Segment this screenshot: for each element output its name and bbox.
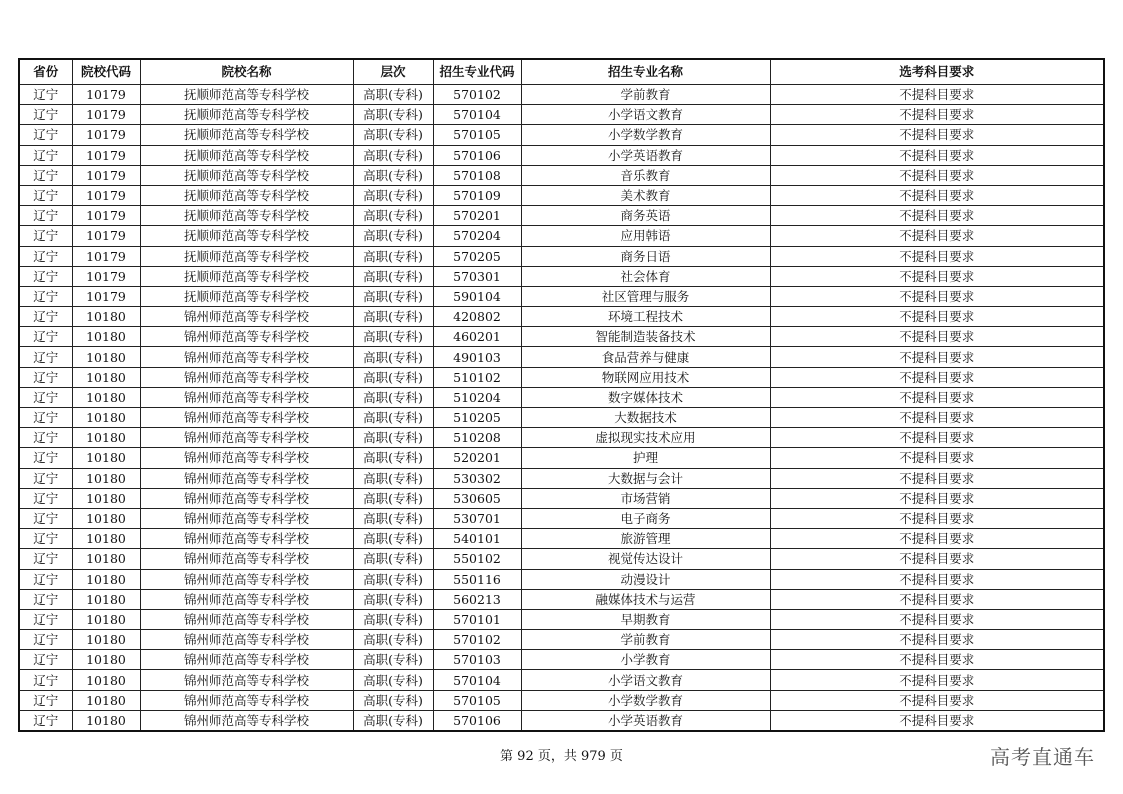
cell-school-name: 锦州师范高等专科学校 (140, 670, 353, 690)
cell-subject-requirement: 不提科目要求 (770, 408, 1104, 428)
cell-major-code: 540101 (433, 529, 521, 549)
cell-major-code: 520201 (433, 448, 521, 468)
cell-school-name: 抚顺师范高等专科学校 (140, 85, 353, 105)
cell-major-code: 570105 (433, 690, 521, 710)
cell-school-name: 抚顺师范高等专科学校 (140, 125, 353, 145)
cell-subject-requirement: 不提科目要求 (770, 85, 1104, 105)
cell-level: 高职(专科) (353, 589, 433, 609)
cell-major-code: 510102 (433, 367, 521, 387)
cell-province: 辽宁 (19, 206, 72, 226)
cell-subject-requirement: 不提科目要求 (770, 609, 1104, 629)
cell-school-name: 锦州师范高等专科学校 (140, 387, 353, 407)
cell-school-name: 锦州师范高等专科学校 (140, 408, 353, 428)
cell-major-name: 融媒体技术与运营 (521, 589, 770, 609)
cell-major-code: 570109 (433, 185, 521, 205)
table-row (19, 630, 1104, 650)
cell-school-name: 抚顺师范高等专科学校 (140, 226, 353, 246)
cell-school-code: 10179 (72, 206, 140, 226)
table-row (19, 690, 1104, 710)
cell-level: 高职(专科) (353, 165, 433, 185)
cell-province: 辽宁 (19, 286, 72, 306)
cell-level: 高职(专科) (353, 549, 433, 569)
cell-major-name: 小学英语教育 (521, 145, 770, 165)
cell-school-code: 10180 (72, 387, 140, 407)
cell-province: 辽宁 (19, 145, 72, 165)
table-row (19, 286, 1104, 306)
cell-school-code: 10180 (72, 589, 140, 609)
cell-subject-requirement: 不提科目要求 (770, 206, 1104, 226)
cell-level: 高职(专科) (353, 226, 433, 246)
cell-major-name: 小学数学教育 (521, 690, 770, 710)
cell-province: 辽宁 (19, 569, 72, 589)
table-row (19, 508, 1104, 528)
cell-school-code: 10179 (72, 105, 140, 125)
cell-level: 高职(专科) (353, 266, 433, 286)
table-body (19, 85, 1104, 732)
table-row (19, 185, 1104, 205)
cell-subject-requirement: 不提科目要求 (770, 508, 1104, 528)
cell-school-name: 锦州师范高等专科学校 (140, 529, 353, 549)
cell-province: 辽宁 (19, 529, 72, 549)
cell-subject-requirement: 不提科目要求 (770, 185, 1104, 205)
cell-major-code: 510208 (433, 428, 521, 448)
cell-major-name: 食品营养与健康 (521, 347, 770, 367)
cell-major-name: 视觉传达设计 (521, 549, 770, 569)
cell-major-name: 数字媒体技术 (521, 387, 770, 407)
cell-major-name: 小学语文教育 (521, 105, 770, 125)
cell-school-name: 锦州师范高等专科学校 (140, 347, 353, 367)
cell-major-name: 小学数学教育 (521, 125, 770, 145)
cell-school-name: 锦州师范高等专科学校 (140, 488, 353, 508)
cell-major-name: 小学教育 (521, 650, 770, 670)
cell-school-name: 抚顺师范高等专科学校 (140, 206, 353, 226)
cell-province: 辽宁 (19, 165, 72, 185)
cell-subject-requirement: 不提科目要求 (770, 569, 1104, 589)
cell-major-name: 商务英语 (521, 206, 770, 226)
cell-subject-requirement: 不提科目要求 (770, 347, 1104, 367)
cell-level: 高职(专科) (353, 468, 433, 488)
cell-major-code: 570102 (433, 630, 521, 650)
cell-subject-requirement: 不提科目要求 (770, 549, 1104, 569)
column-header-major-name: 招生专业名称 (521, 59, 770, 85)
cell-school-name: 锦州师范高等专科学校 (140, 630, 353, 650)
cell-subject-requirement: 不提科目要求 (770, 690, 1104, 710)
cell-province: 辽宁 (19, 468, 72, 488)
cell-level: 高职(专科) (353, 408, 433, 428)
cell-subject-requirement: 不提科目要求 (770, 468, 1104, 488)
cell-school-code: 10179 (72, 145, 140, 165)
table-row (19, 246, 1104, 266)
cell-school-name: 抚顺师范高等专科学校 (140, 145, 353, 165)
cell-level: 高职(专科) (353, 609, 433, 629)
cell-subject-requirement: 不提科目要求 (770, 286, 1104, 306)
column-header-level: 层次 (353, 59, 433, 85)
cell-major-name: 商务日语 (521, 246, 770, 266)
cell-school-code: 10180 (72, 347, 140, 367)
cell-level: 高职(专科) (353, 327, 433, 347)
cell-major-name: 智能制造装备技术 (521, 327, 770, 347)
cell-school-name: 抚顺师范高等专科学校 (140, 286, 353, 306)
table-row (19, 387, 1104, 407)
cell-school-code: 10180 (72, 327, 140, 347)
cell-major-code: 560213 (433, 589, 521, 609)
cell-level: 高职(专科) (353, 428, 433, 448)
cell-school-code: 10180 (72, 488, 140, 508)
cell-major-name: 环境工程技术 (521, 307, 770, 327)
cell-school-name: 锦州师范高等专科学校 (140, 367, 353, 387)
cell-province: 辽宁 (19, 327, 72, 347)
cell-subject-requirement: 不提科目要求 (770, 529, 1104, 549)
cell-level: 高职(专科) (353, 488, 433, 508)
cell-major-code: 510204 (433, 387, 521, 407)
cell-school-code: 10179 (72, 226, 140, 246)
cell-major-name: 护理 (521, 448, 770, 468)
cell-province: 辽宁 (19, 347, 72, 367)
cell-school-name: 抚顺师范高等专科学校 (140, 105, 353, 125)
cell-school-name: 锦州师范高等专科学校 (140, 609, 353, 629)
cell-school-name: 锦州师范高等专科学校 (140, 508, 353, 528)
cell-province: 辽宁 (19, 408, 72, 428)
table-row (19, 145, 1104, 165)
cell-major-name: 电子商务 (521, 508, 770, 528)
table-row (19, 488, 1104, 508)
cell-province: 辽宁 (19, 448, 72, 468)
table-row (19, 710, 1104, 731)
cell-school-code: 10180 (72, 690, 140, 710)
cell-province: 辽宁 (19, 609, 72, 629)
table-row (19, 468, 1104, 488)
column-header-school-name: 院校名称 (140, 59, 353, 85)
cell-school-code: 10180 (72, 650, 140, 670)
cell-school-name: 锦州师范高等专科学校 (140, 549, 353, 569)
cell-level: 高职(专科) (353, 650, 433, 670)
cell-major-code: 590104 (433, 286, 521, 306)
table-row (19, 448, 1104, 468)
cell-major-name: 小学英语教育 (521, 710, 770, 731)
cell-subject-requirement: 不提科目要求 (770, 165, 1104, 185)
cell-level: 高职(专科) (353, 85, 433, 105)
cell-subject-requirement: 不提科目要求 (770, 246, 1104, 266)
table-row (19, 307, 1104, 327)
table-row (19, 408, 1104, 428)
cell-major-name: 音乐教育 (521, 165, 770, 185)
cell-major-code: 570101 (433, 609, 521, 629)
cell-school-code: 10180 (72, 710, 140, 731)
cell-province: 辽宁 (19, 630, 72, 650)
cell-school-code: 10179 (72, 85, 140, 105)
cell-school-code: 10179 (72, 185, 140, 205)
cell-school-code: 10180 (72, 367, 140, 387)
cell-subject-requirement: 不提科目要求 (770, 630, 1104, 650)
cell-school-code: 10180 (72, 529, 140, 549)
cell-major-code: 570201 (433, 206, 521, 226)
table-header-row (19, 59, 1104, 85)
cell-school-code: 10180 (72, 448, 140, 468)
table-row (19, 650, 1104, 670)
cell-major-name: 市场营销 (521, 488, 770, 508)
cell-subject-requirement: 不提科目要求 (770, 327, 1104, 347)
cell-school-code: 10180 (72, 468, 140, 488)
cell-subject-requirement: 不提科目要求 (770, 105, 1104, 125)
cell-level: 高职(专科) (353, 710, 433, 731)
cell-school-name: 抚顺师范高等专科学校 (140, 185, 353, 205)
cell-level: 高职(专科) (353, 508, 433, 528)
cell-subject-requirement: 不提科目要求 (770, 488, 1104, 508)
cell-level: 高职(专科) (353, 105, 433, 125)
table-row (19, 428, 1104, 448)
cell-province: 辽宁 (19, 508, 72, 528)
cell-level: 高职(专科) (353, 690, 433, 710)
cell-school-code: 10179 (72, 266, 140, 286)
cell-major-code: 570106 (433, 710, 521, 731)
cell-major-code: 530605 (433, 488, 521, 508)
cell-level: 高职(专科) (353, 347, 433, 367)
cell-major-name: 动漫设计 (521, 569, 770, 589)
cell-school-code: 10179 (72, 125, 140, 145)
cell-level: 高职(专科) (353, 185, 433, 205)
table-row (19, 105, 1104, 125)
cell-school-code: 10180 (72, 549, 140, 569)
cell-level: 高职(专科) (353, 246, 433, 266)
cell-school-code: 10180 (72, 508, 140, 528)
cell-major-code: 570106 (433, 145, 521, 165)
cell-province: 辽宁 (19, 488, 72, 508)
cell-school-code: 10180 (72, 630, 140, 650)
cell-major-code: 570204 (433, 226, 521, 246)
cell-school-name: 抚顺师范高等专科学校 (140, 165, 353, 185)
cell-school-code: 10180 (72, 408, 140, 428)
cell-major-name: 美术教育 (521, 185, 770, 205)
cell-level: 高职(专科) (353, 630, 433, 650)
cell-school-name: 抚顺师范高等专科学校 (140, 266, 353, 286)
cell-subject-requirement: 不提科目要求 (770, 650, 1104, 670)
cell-province: 辽宁 (19, 266, 72, 286)
cell-province: 辽宁 (19, 690, 72, 710)
cell-level: 高职(专科) (353, 569, 433, 589)
cell-major-code: 460201 (433, 327, 521, 347)
cell-level: 高职(专科) (353, 387, 433, 407)
cell-subject-requirement: 不提科目要求 (770, 307, 1104, 327)
cell-school-code: 10180 (72, 670, 140, 690)
cell-subject-requirement: 不提科目要求 (770, 670, 1104, 690)
table-row (19, 589, 1104, 609)
cell-province: 辽宁 (19, 125, 72, 145)
cell-major-name: 学前教育 (521, 630, 770, 650)
column-header-school-code: 院校代码 (72, 59, 140, 85)
cell-school-name: 锦州师范高等专科学校 (140, 468, 353, 488)
cell-school-name: 抚顺师范高等专科学校 (140, 246, 353, 266)
cell-major-name: 虚拟现实技术应用 (521, 428, 770, 448)
cell-school-code: 10180 (72, 609, 140, 629)
cell-major-name: 学前教育 (521, 85, 770, 105)
cell-province: 辽宁 (19, 710, 72, 731)
cell-level: 高职(专科) (353, 448, 433, 468)
cell-level: 高职(专科) (353, 307, 433, 327)
cell-subject-requirement: 不提科目要求 (770, 125, 1104, 145)
table-row (19, 549, 1104, 569)
table-row (19, 347, 1104, 367)
cell-subject-requirement: 不提科目要求 (770, 710, 1104, 731)
cell-major-code: 510205 (433, 408, 521, 428)
cell-subject-requirement: 不提科目要求 (770, 589, 1104, 609)
cell-school-name: 锦州师范高等专科学校 (140, 307, 353, 327)
admission-table-container (18, 58, 1105, 732)
cell-major-name: 小学语文教育 (521, 670, 770, 690)
cell-major-code: 570205 (433, 246, 521, 266)
table-row (19, 529, 1104, 549)
column-header-major-code: 招生专业代码 (433, 59, 521, 85)
cell-major-name: 社区管理与服务 (521, 286, 770, 306)
cell-province: 辽宁 (19, 367, 72, 387)
cell-school-code: 10180 (72, 569, 140, 589)
table-row (19, 327, 1104, 347)
table-row (19, 226, 1104, 246)
cell-level: 高职(专科) (353, 286, 433, 306)
cell-province: 辽宁 (19, 670, 72, 690)
cell-subject-requirement: 不提科目要求 (770, 145, 1104, 165)
cell-major-name: 应用韩语 (521, 226, 770, 246)
cell-school-name: 锦州师范高等专科学校 (140, 710, 353, 731)
table-row (19, 206, 1104, 226)
cell-major-name: 早期教育 (521, 609, 770, 629)
cell-school-name: 锦州师范高等专科学校 (140, 589, 353, 609)
column-header-province: 省份 (19, 59, 72, 85)
cell-province: 辽宁 (19, 589, 72, 609)
cell-major-code: 570103 (433, 650, 521, 670)
cell-school-name: 锦州师范高等专科学校 (140, 690, 353, 710)
cell-school-code: 10180 (72, 428, 140, 448)
table-row (19, 85, 1104, 105)
cell-major-name: 社会体育 (521, 266, 770, 286)
table-row (19, 125, 1104, 145)
cell-major-code: 550116 (433, 569, 521, 589)
cell-school-code: 10180 (72, 307, 140, 327)
cell-subject-requirement: 不提科目要求 (770, 428, 1104, 448)
cell-major-code: 490103 (433, 347, 521, 367)
cell-province: 辽宁 (19, 226, 72, 246)
cell-major-code: 570102 (433, 85, 521, 105)
cell-school-code: 10179 (72, 165, 140, 185)
cell-province: 辽宁 (19, 85, 72, 105)
cell-province: 辽宁 (19, 246, 72, 266)
cell-province: 辽宁 (19, 387, 72, 407)
cell-province: 辽宁 (19, 428, 72, 448)
cell-school-code: 10179 (72, 286, 140, 306)
cell-major-code: 550102 (433, 549, 521, 569)
cell-level: 高职(专科) (353, 125, 433, 145)
admission-table (18, 58, 1105, 732)
cell-subject-requirement: 不提科目要求 (770, 226, 1104, 246)
cell-province: 辽宁 (19, 650, 72, 670)
cell-level: 高职(专科) (353, 145, 433, 165)
cell-major-code: 530302 (433, 468, 521, 488)
cell-school-name: 锦州师范高等专科学校 (140, 569, 353, 589)
cell-province: 辽宁 (19, 549, 72, 569)
page-number: 第 92 页，共 979 页 (500, 749, 623, 764)
cell-level: 高职(专科) (353, 206, 433, 226)
column-header-subject-requirement: 选考科目要求 (770, 59, 1104, 85)
cell-subject-requirement: 不提科目要求 (770, 448, 1104, 468)
cell-major-code: 570104 (433, 670, 521, 690)
cell-major-code: 570105 (433, 125, 521, 145)
cell-level: 高职(专科) (353, 529, 433, 549)
table-row (19, 569, 1104, 589)
cell-school-name: 锦州师范高等专科学校 (140, 428, 353, 448)
cell-province: 辽宁 (19, 185, 72, 205)
watermark-logo-text: 高考直通车 (990, 745, 1095, 769)
table-row (19, 609, 1104, 629)
cell-major-code: 570108 (433, 165, 521, 185)
cell-school-code: 10179 (72, 246, 140, 266)
table-row (19, 165, 1104, 185)
cell-major-code: 570104 (433, 105, 521, 125)
cell-major-code: 420802 (433, 307, 521, 327)
cell-school-name: 锦州师范高等专科学校 (140, 650, 353, 670)
cell-school-name: 锦州师范高等专科学校 (140, 448, 353, 468)
cell-major-code: 530701 (433, 508, 521, 528)
table-row (19, 367, 1104, 387)
cell-province: 辽宁 (19, 105, 72, 125)
table-row (19, 670, 1104, 690)
cell-school-name: 锦州师范高等专科学校 (140, 327, 353, 347)
cell-subject-requirement: 不提科目要求 (770, 367, 1104, 387)
cell-subject-requirement: 不提科目要求 (770, 387, 1104, 407)
cell-level: 高职(专科) (353, 670, 433, 690)
cell-major-name: 大数据与会计 (521, 468, 770, 488)
cell-subject-requirement: 不提科目要求 (770, 266, 1104, 286)
cell-major-code: 570301 (433, 266, 521, 286)
cell-level: 高职(专科) (353, 367, 433, 387)
table-row (19, 266, 1104, 286)
cell-major-name: 物联网应用技术 (521, 367, 770, 387)
cell-major-name: 大数据技术 (521, 408, 770, 428)
cell-major-name: 旅游管理 (521, 529, 770, 549)
cell-province: 辽宁 (19, 307, 72, 327)
